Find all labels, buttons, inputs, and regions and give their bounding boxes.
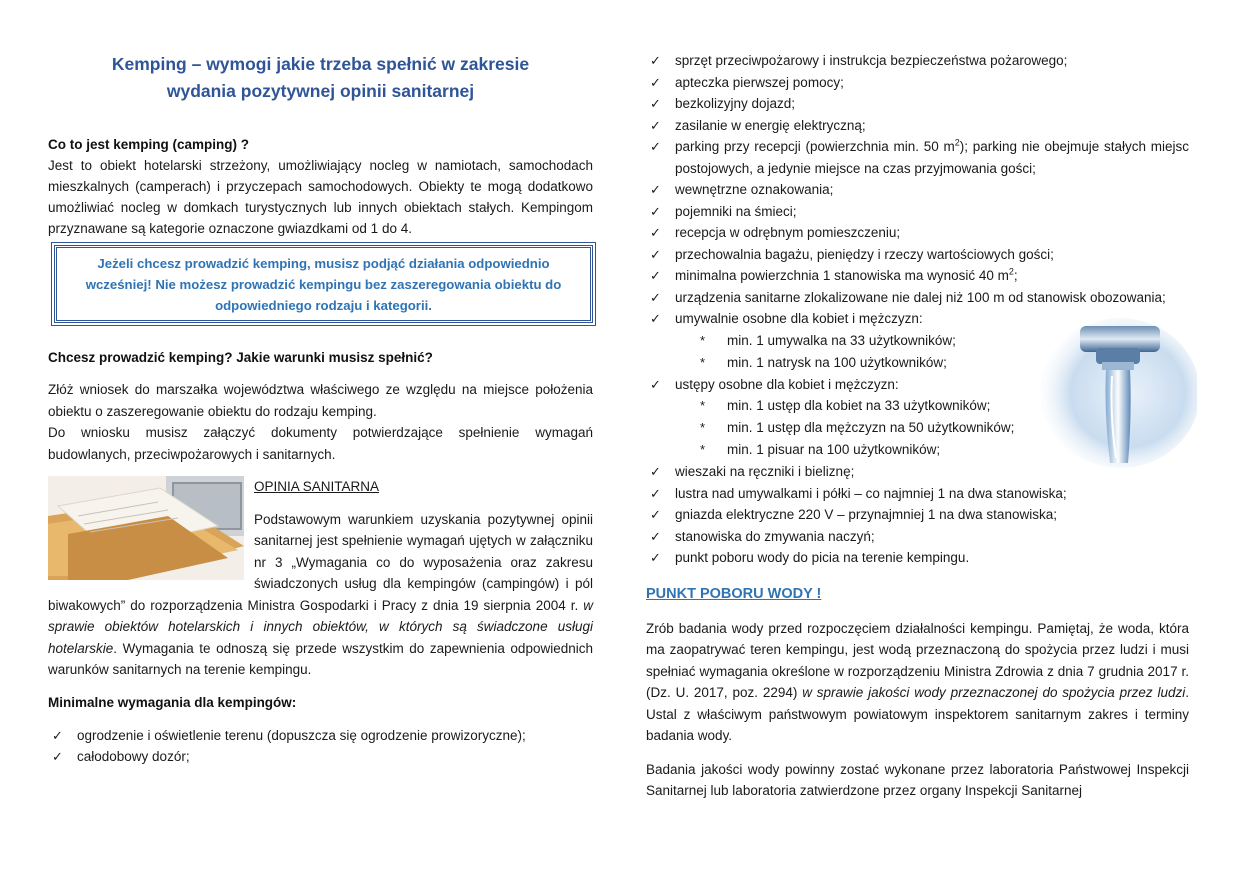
water-heading: PUNKT POBORU WODY ! [646, 585, 822, 602]
check-icon: ✓ [650, 268, 661, 283]
list-item: ✓ minimalna powierzchnia 1 stanowiska ma wynosić 40 $m^2$; [646, 265, 1189, 287]
conditions-heading: Chcesz prowadzić kemping? Jakie warunki musisz spełnić? [48, 350, 433, 365]
list-item: ✓ wieszaki na ręczniki i bieliznę; [646, 461, 1189, 483]
opinion-heading: OPINIA SANITARNA [254, 479, 380, 494]
check-icon: ✓ [650, 464, 661, 479]
check-icon: ✓ [650, 225, 661, 240]
check-icon: ✓ [650, 139, 661, 154]
list-item: ✓ całodobowy dozór; [48, 746, 593, 768]
conditions-paragraph-2: Do wniosku musisz załączyć dokumenty potwierdzające spełnienie wymagań budowlanych, przeciwpożarowych i sanitarnych. [48, 425, 593, 462]
asterisk-bullet: * [700, 332, 706, 348]
check-icon: ✓ [650, 53, 661, 68]
notice-text: Jeżeli chcesz prowadzić kemping, musisz podjąć działania odpowiednio wcześniej! Nie możesz prowadzić kempingu bez zaszeregowania obiektu do odpowiedniego rodzaju i kategorii. [85, 256, 562, 313]
sub-list-item: * min. 1 ustęp dla kobiet na 33 użytkowników; [646, 395, 1189, 417]
list-item: ✓ zasilanie w energię elektryczną; [646, 115, 1189, 137]
list-item: ✓ pojemniki na śmieci; [646, 201, 1189, 223]
asterisk-bullet: * [700, 354, 706, 370]
water-faucet-photo [1032, 318, 1197, 468]
check-icon: ✓ [650, 289, 661, 305]
list-item: ✓ wewnętrzne oznakowania; [646, 179, 1189, 201]
what-paragraph: Jest to obiekt hotelarski strzeżony, umożliwiający nocleg w namiotach, samochodach mieszkalnych (camperach) i przyczepach samochodowych. Obiekty te mogą dodatkowo umożliwiać nocleg w domkach turystycznych lub innych obiektach stałych. Kempingom przyznawane są kategorie oznaczone gwiazdkami od 1 do 4. [48, 158, 593, 236]
title-line-2: wydania pozytywnej opinii sanitarnej [166, 81, 475, 101]
water-paragraph-2: Badania jakości wody powinny zostać wykonane przez laboratoria Państwowej Inspekcji Sanitarnej lub laboratoria zatwierdzone przez organy Inspekcji Sanitarnej [646, 761, 1189, 798]
check-icon: ✓ [650, 117, 661, 133]
check-icon: ✓ [650, 311, 661, 326]
conditions-paragraph-1: Złóż wniosek do marszałka województwa właściwego ze względu na miejsce położenia obiektu o zaszeregowanie obiektu do rodzaju kemping. [48, 382, 593, 419]
list-item: ✓ przechowalnia bagażu, pieniędzy i rzeczy wartościowych gości; [646, 244, 1189, 266]
check-icon: ✓ [52, 727, 63, 743]
title-line-1: Kemping – wymogi jakie trzeba spełnić w zakresie [111, 54, 530, 74]
page-title [48, 51, 593, 105]
sub-list-item: * min. 1 umywalka na 33 użytkowników; [646, 330, 1189, 352]
sub-list-item: * min. 1 pisuar na 100 użytkowników; [646, 439, 1189, 461]
opinion-section [48, 476, 593, 681]
notice-box [54, 245, 593, 323]
check-icon: ✓ [650, 485, 661, 501]
list-item: ✓ punkt poboru wody do picia na terenie kempingu. [646, 547, 1189, 569]
check-icon: ✓ [650, 74, 661, 90]
water-paragraph-1: Zrób badania wody przed rozpoczęciem działalności kempingu. Pamiętaj, że woda, która ma zaopatrywać teren kempingu, jest wodą przeznaczoną do spożycia przez ludzi i musi spełniać wymagania określone w rozporządzeniu Ministra Zdrowia z dnia 7 grudnia 2017 r. (Dz. U. 2017, poz. 2294) w sprawie jakości wody przeznaczonej do spożycia przez ludzi. Ustal z właściwym państwowym powiatowym inspektorem sanitarnym zakres i terminy badania wody. [646, 620, 1190, 743]
list-item: ✓ ustępy osobne dla kobiet i mężczyzn: [646, 374, 1189, 396]
list-item: ✓ umywalnie osobne dla kobiet i mężczyzn: [646, 308, 1189, 330]
check-icon: ✓ [650, 96, 661, 111]
check-icon: ✓ [650, 246, 661, 262]
right-requirements-list-2 [646, 461, 1189, 569]
asterisk-bullet: * [700, 398, 706, 413]
list-item: ✓ recepcja w odrębnym pomieszczeniu; [646, 222, 1189, 244]
asterisk-bullet: * [700, 420, 706, 435]
opinion-text-a: Podstawowym warunkiem uzyskania pozytywnej opinii sanitarnej jest spełnienie wymagań ujętych w załączniku nr 3 „Wymagania co do wyposażenia oraz zakresu świadczonych usług dla kempingów (campingów) i pól biwakowych” do rozporządzenia Ministra Gospodarki i Pracy z dnia 19 sierpnia 2004 r. [48, 511, 593, 613]
check-icon: ✓ [650, 182, 661, 197]
sub-list-item: * min. 1 natrysk na 100 użytkowników; [646, 352, 1189, 374]
check-icon: ✓ [650, 376, 661, 392]
list-item: ✓ urządzenia sanitarne zlokalizowane nie dalej niż 100 m od stanowisk obozowania; [646, 287, 1189, 309]
what-heading: Co to jest kemping (camping) ? [48, 137, 250, 152]
list-item: ✓ lustra nad umywalkami i półki – co najmniej 1 na dwa stanowiska; [646, 483, 1189, 505]
opinion-text-italic: w sprawie obiektów hotelarskich i innych obiektów, w których są świadczone usługi hotelarskie [48, 597, 593, 656]
check-icon: ✓ [650, 203, 661, 219]
list-item: ✓ sprzęt przeciwpożarowy i instrukcja bezpieczeństwa pożarowego; [646, 50, 1189, 72]
check-icon: ✓ [650, 528, 661, 544]
asterisk-bullet: * [700, 442, 706, 457]
list-item: ✓ stanowiska do zmywania naczyń; [646, 526, 1189, 548]
check-icon: ✓ [650, 507, 661, 522]
check-icon: ✓ [650, 550, 661, 565]
check-icon: ✓ [52, 749, 63, 764]
left-column [48, 50, 593, 768]
list-item: ✓ ogrodzenie i oświetlenie terenu (dopuszcza się ogrodzenie prowizoryczne); [48, 725, 593, 747]
list-item: ✓ apteczka pierwszej pomocy; [646, 72, 1189, 94]
list-item: ✓ parking przy recepcji (powierzchnia min. 50 $m^2$); parking nie obejmuje stałych miejsc postojowych, a jedynie miejsce na czas przyjmowania gości; [650, 137, 1189, 176]
sub-list-item: * min. 1 ustęp dla mężczyzn na 50 użytkowników; [646, 417, 1189, 439]
min-requirements-heading: Minimalne wymagania dla kempingów: [48, 694, 297, 710]
documents-photo [48, 476, 244, 580]
opinion-text-b: . Wymagania te odnoszą się przede wszystkim do zapewnienia odpowiednich warunków sanitarnych na terenie kempingu. [48, 640, 593, 677]
list-item: ✓ bezkolizyjny dojazd; [646, 93, 1189, 115]
list-item: ✓ gniazda elektryczne 220 V – przynajmniej 1 na dwa stanowiska; [646, 504, 1189, 526]
right-requirements-list [646, 50, 1189, 330]
left-requirements-list [48, 725, 593, 768]
